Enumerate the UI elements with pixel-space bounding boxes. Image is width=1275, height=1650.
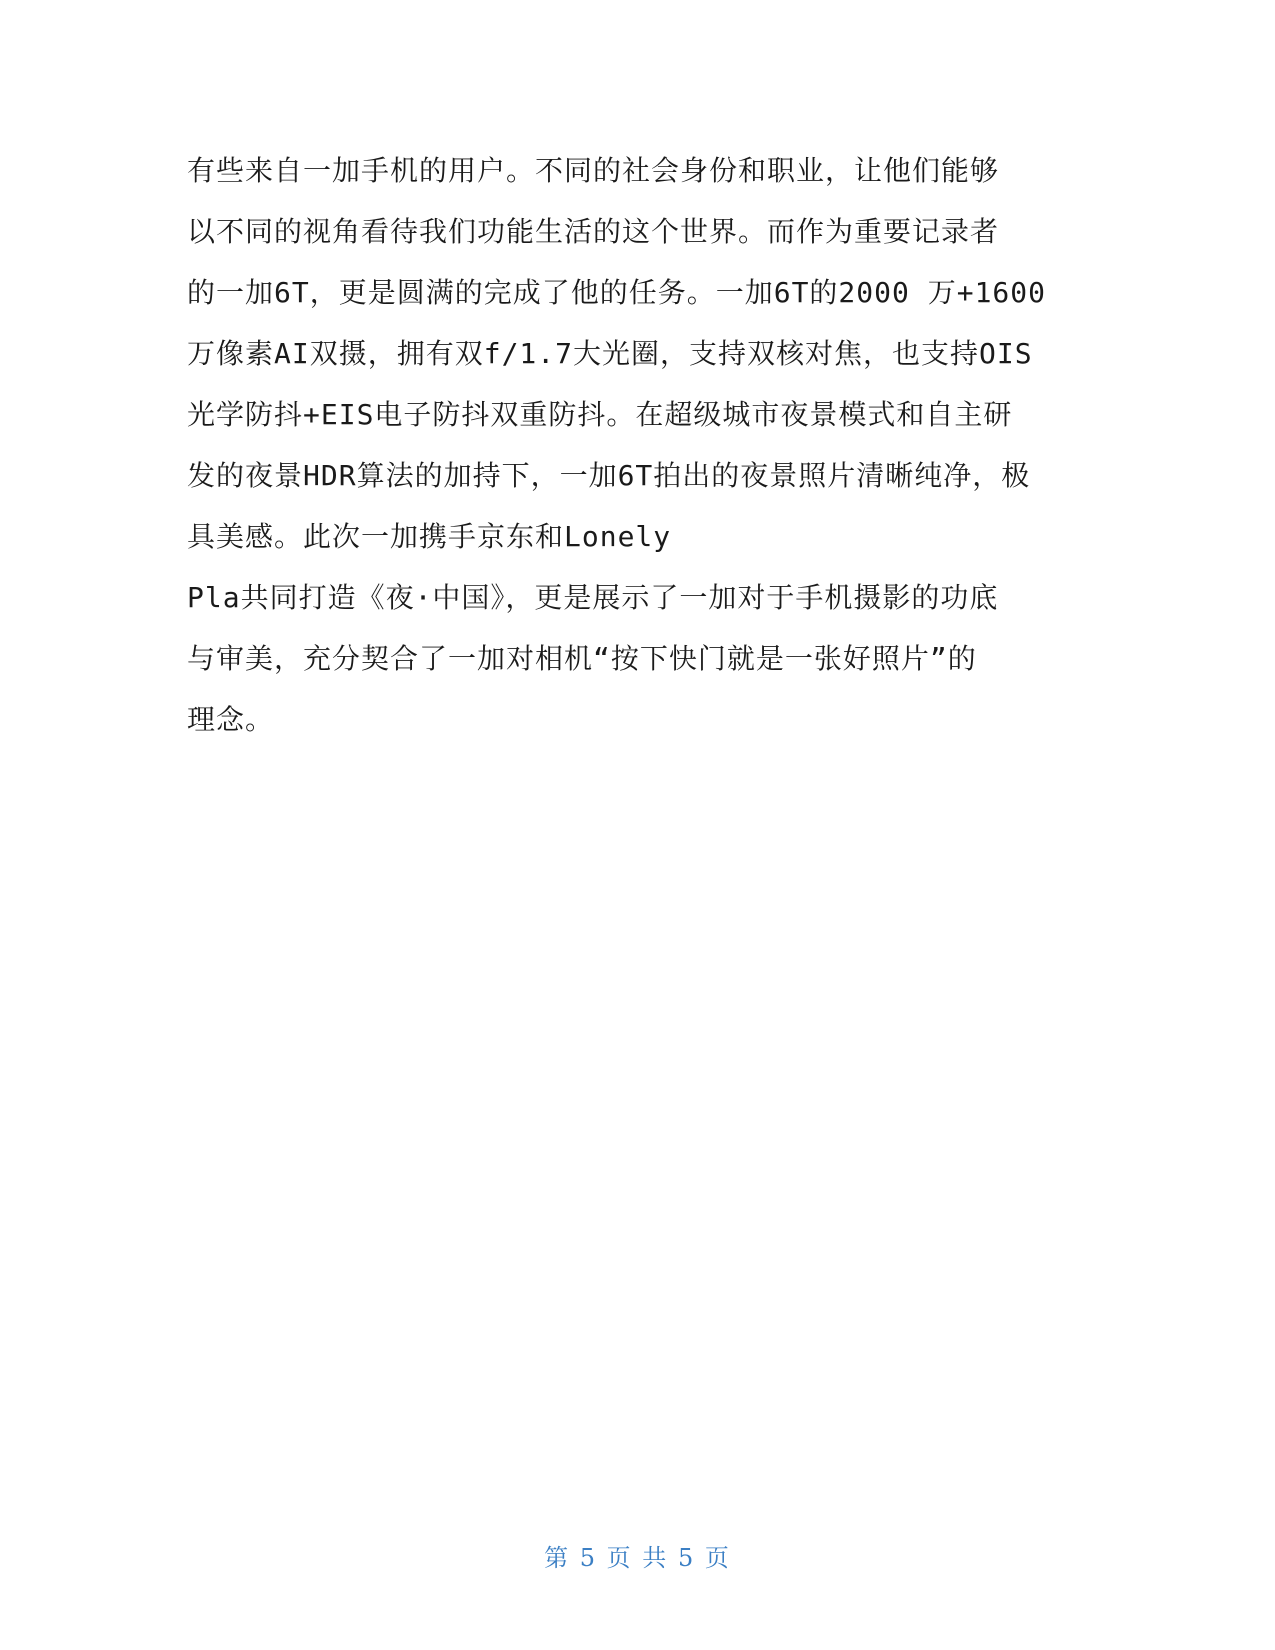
text-line: 的一加6T，更是圆满的完成了他的任务。一加6T的2000 万+1600 bbox=[187, 276, 1047, 309]
text-line: 光学防抖+EIS电子防抖双重防抖。在超级城市夜景模式和自主研 bbox=[187, 398, 1013, 431]
text-line: 理念。 bbox=[187, 703, 275, 736]
text-line: 有些来自一加手机的用户。不同的社会身份和职业，让他们能够 bbox=[187, 154, 1000, 187]
text-line: 具美感。此次一加携手京东和Lonely bbox=[187, 520, 672, 553]
text-line: 发的夜景HDR算法的加持下，一加6T拍出的夜景照片清晰纯净，极 bbox=[187, 459, 1031, 492]
text-line: 以不同的视角看待我们功能生活的这个世界。而作为重要记录者 bbox=[187, 215, 1000, 248]
text-line: 与审美，充分契合了一加对相机“按下快门就是一张好照片”的 bbox=[187, 642, 977, 675]
text-line: Pla共同打造《夜·中国》，更是展示了一加对于手机摄影的功底 bbox=[187, 581, 999, 614]
body-paragraph bbox=[187, 140, 1087, 750]
page-number-footer: 第 5 页 共 5 页 bbox=[544, 1544, 731, 1572]
text-line: 万像素AI双摄，拥有双f/1.7大光圈，支持双核对焦，也支持OIS bbox=[187, 337, 1033, 370]
